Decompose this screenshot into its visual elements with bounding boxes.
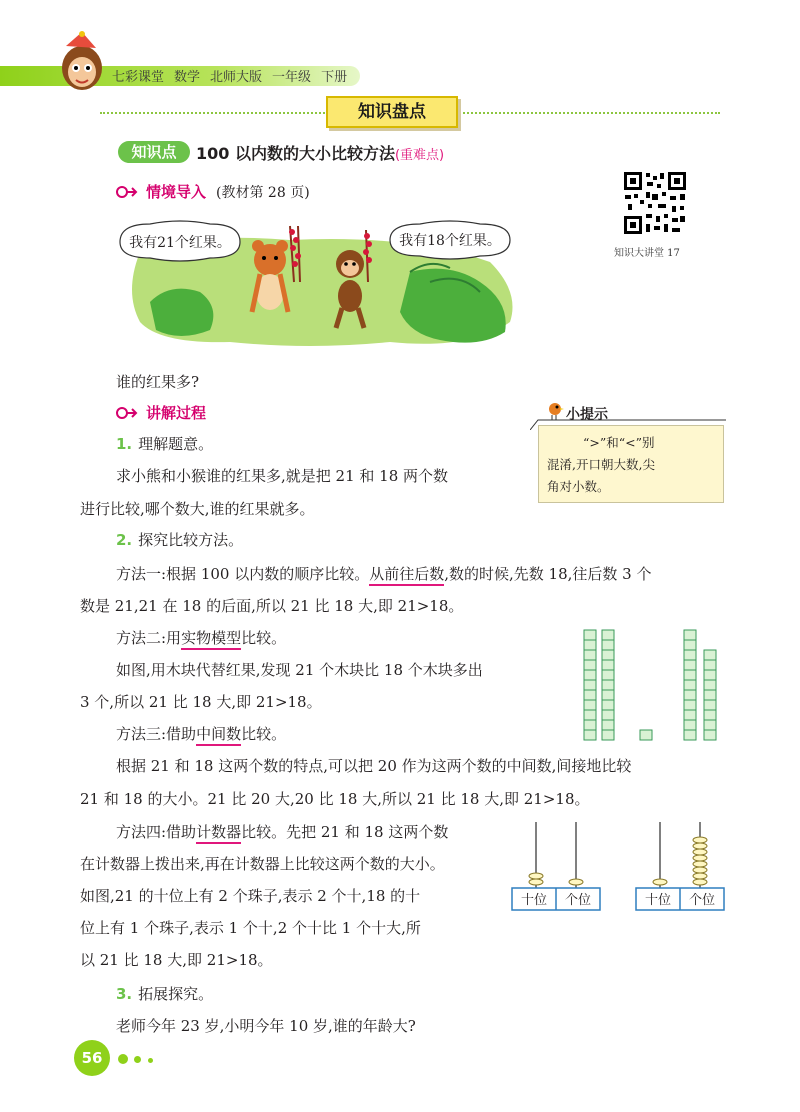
method2-heading xyxy=(116,628,286,648)
block-ten-rod xyxy=(584,630,596,740)
abacus-left-tens-label: 十位 xyxy=(520,893,548,908)
abacus-bead xyxy=(693,849,707,855)
method4-line-2: 如图,21 的十位上有 2 个珠子,表示 2 个十,18 的十 xyxy=(80,887,421,905)
section-explain-heading xyxy=(116,402,206,423)
footer-dot-small xyxy=(148,1058,153,1063)
knowledge-point-text: 100 以内数的大小比较方法 xyxy=(196,144,395,163)
method1-line-2: 数是 21,21 在 18 的后面,所以 21 比 18 大,即 21>18。 xyxy=(80,597,464,615)
method3-post: 比较。 xyxy=(241,725,287,743)
header-text xyxy=(112,66,357,85)
method1-post: ,数的时候,先数 18,往后数 3 个 xyxy=(444,565,652,583)
bear-monkey-illustration xyxy=(110,212,530,352)
step1-number: 1. xyxy=(116,435,133,453)
block-unit xyxy=(640,730,652,740)
abacus-bead xyxy=(653,879,667,885)
step3-line-1: 老师今年 23 岁,小明今年 10 岁,谁的年龄大? xyxy=(116,1017,416,1035)
abacus-bead xyxy=(693,873,707,879)
tip-title: 小提示 xyxy=(566,407,608,423)
step1-line-1: 求小熊和小猴谁的红果多,就是把 21 和 18 两个数 xyxy=(116,467,449,485)
method2-post: 比较。 xyxy=(241,629,287,647)
bear-speech-text: 我有21个红果。 xyxy=(129,235,231,251)
step2-title: 探究比较方法。 xyxy=(138,531,244,549)
knowledge-point-title xyxy=(196,141,444,164)
abacus-bead xyxy=(693,879,707,885)
method2-line-2: 3 个,所以 21 比 18 大,即 21>18。 xyxy=(80,693,322,711)
header-volume: 下册 xyxy=(321,70,348,85)
abacus-21 xyxy=(512,822,600,910)
method2-line-1: 如图,用木块代替红果,发现 21 个木块比 18 个木块多出 xyxy=(116,661,483,679)
abacus-bead xyxy=(529,873,543,879)
step3-heading xyxy=(116,984,213,1004)
eye-arrow-icon xyxy=(116,186,138,198)
section-explain-title: 讲解过程 xyxy=(146,404,207,422)
abacus-left-beads xyxy=(529,873,583,885)
abacus-bead xyxy=(693,837,707,843)
step2-number: 2. xyxy=(116,531,133,549)
knowledge-point-badge: 知识点 xyxy=(118,141,190,163)
method4-line-3: 位上有 1 个珠子,表示 1 个十,2 个十比 1 个十大,所 xyxy=(80,919,421,937)
tip-line-2: 混淆,开口朝大数,尖 xyxy=(547,457,655,472)
step1-line-2: 进行比较,哪个数大,谁的红果就多。 xyxy=(80,500,315,518)
abacus-bead xyxy=(693,861,707,867)
monkey-speech-text: 我有18个红果。 xyxy=(399,233,501,249)
step1-title: 理解题意。 xyxy=(138,435,214,453)
abacus-bead xyxy=(569,879,583,885)
method3-line-1: 根据 21 和 18 这两个数的特点,可以把 20 作为这两个数的中间数,间接地比较 xyxy=(116,757,632,775)
method3-heading xyxy=(116,724,286,744)
qr-caption: 知识大讲堂 17 xyxy=(614,248,680,259)
method1-pre: 方法一:根据 100 以内数的顺序比较。 xyxy=(116,565,370,583)
footer-dot-large xyxy=(118,1054,128,1064)
tip-line-3: 角对小数。 xyxy=(547,479,610,494)
header-series: 七彩课堂 xyxy=(112,70,165,85)
abacus-bead xyxy=(693,867,707,873)
abacus-right-tens-label: 十位 xyxy=(644,893,672,908)
abacus-bead xyxy=(529,879,543,885)
abacus-18 xyxy=(636,822,724,910)
method2-pre: 方法二:用 xyxy=(116,629,182,647)
abacus-bead xyxy=(693,843,707,849)
step2-heading xyxy=(116,530,243,550)
section-intro-reference: (教材第 28 页) xyxy=(216,185,310,201)
abacus-left-ones-label: 个位 xyxy=(564,893,592,908)
question-text: 谁的红果多? xyxy=(116,373,200,391)
tip-line-1: “>”和“<”别 xyxy=(583,435,655,450)
section-intro-title: 情境导入 xyxy=(146,183,207,201)
section-banner: 知识盘点 xyxy=(326,96,458,128)
block-ten-rod xyxy=(684,630,696,740)
block-ten-rod xyxy=(602,630,614,740)
method4-pre: 方法四:借助 xyxy=(116,823,197,841)
section-intro-heading xyxy=(116,181,310,202)
page-number: 56 xyxy=(74,1040,110,1076)
footer-dot-medium xyxy=(134,1056,141,1063)
method4-post: 比较。先把 21 和 18 这两个数 xyxy=(241,823,449,841)
abacus-right-beads xyxy=(653,837,707,885)
method1-line-1 xyxy=(116,564,652,584)
method3-line-2: 21 和 18 的大小。21 比 20 大,20 比 18 大,所以 21 比 18 大,即 21>18。 xyxy=(80,790,590,808)
method4-highlight: 计数器 xyxy=(196,823,241,844)
step1-heading xyxy=(116,434,213,454)
header-grade: 一年级 xyxy=(272,70,312,85)
step3-title: 拓展探究。 xyxy=(138,985,214,1003)
eye-arrow-icon xyxy=(116,407,138,419)
bird-icon xyxy=(546,400,564,420)
block-units-column xyxy=(704,650,716,740)
method1-highlight: 从前往后数 xyxy=(369,565,444,586)
abacus-right-ones-label: 个位 xyxy=(688,893,716,908)
step3-number: 3. xyxy=(116,985,133,1003)
tip-box xyxy=(538,425,724,503)
qr-code-icon xyxy=(622,170,688,236)
method4-line-4: 以 21 比 18 大,即 21>18。 xyxy=(80,951,273,969)
wooden-blocks-figure xyxy=(578,622,728,742)
method4-heading xyxy=(116,822,448,842)
header-subject: 数学 xyxy=(174,70,201,85)
abacus-figure xyxy=(508,818,728,918)
knowledge-point-note: (重难点) xyxy=(394,148,445,163)
header-edition: 北师大版 xyxy=(210,70,263,85)
method4-line-1: 在计数器上拨出来,再在计数器上比较这两个数的大小。 xyxy=(80,855,445,873)
abacus-bead xyxy=(693,855,707,861)
method3-pre: 方法三:借助 xyxy=(116,725,197,743)
mascot-icon xyxy=(52,30,112,96)
method2-highlight: 实物模型 xyxy=(181,629,241,650)
method3-highlight: 中间数 xyxy=(196,725,241,746)
